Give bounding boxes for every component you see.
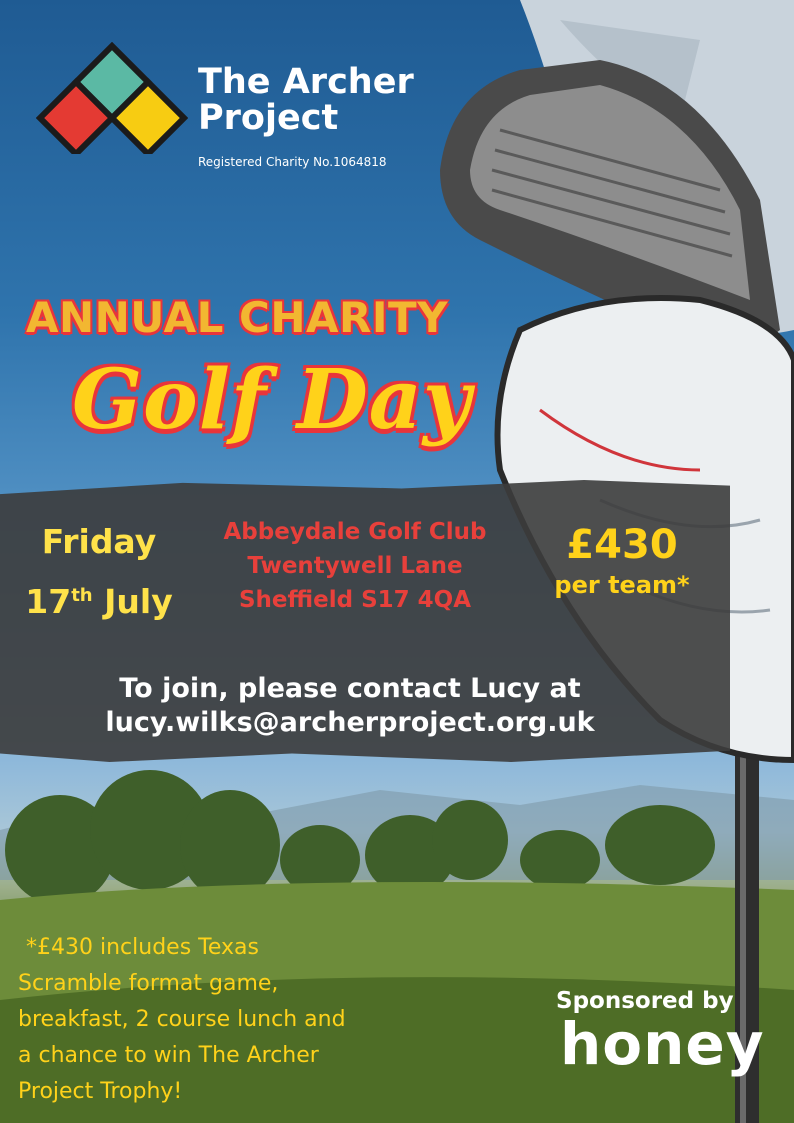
footnote-line: Scramble format game, <box>18 971 279 996</box>
event-date-number: 17 <box>25 582 72 621</box>
venue-street: Twentywell Lane <box>247 553 463 579</box>
price-unit: per team* <box>554 571 690 599</box>
footnote-line: Project Trophy! <box>18 1079 183 1104</box>
event-month: July <box>104 582 173 621</box>
footnote-line: a chance to win The Archer <box>18 1043 319 1068</box>
sponsor-label: Sponsored by <box>556 988 734 1014</box>
event-date-suffix: th <box>71 585 93 606</box>
org-name: The Archer Project <box>198 62 414 138</box>
contact-email[interactable]: lucy.wilks@archerproject.org.uk <box>105 707 595 738</box>
price-footnote <box>18 930 438 1110</box>
footnote-line: breakfast, 2 course lunch and <box>18 1007 346 1032</box>
venue-city: Sheffield S17 4QA <box>238 587 472 613</box>
event-date <box>14 515 184 629</box>
sponsor-logo-honey: honey <box>560 1010 765 1078</box>
price-amount: £430 <box>566 522 678 568</box>
event-venue <box>200 515 510 617</box>
title-annual-charity: ANNUAL CHARITY <box>26 293 449 342</box>
footnote-line: *£430 includes Texas <box>26 935 259 960</box>
archer-project-logo <box>36 42 188 154</box>
event-day: Friday <box>41 522 157 561</box>
event-price <box>540 522 704 602</box>
contact-text: To join, please contact Lucy at <box>119 673 581 704</box>
venue-name: Abbeydale Golf Club <box>223 519 487 545</box>
contact-info <box>40 672 660 740</box>
title-golf-day: Golf Day <box>72 352 472 448</box>
event-day-month <box>14 569 184 629</box>
charity-number: Registered Charity No.1064818 <box>198 155 387 169</box>
